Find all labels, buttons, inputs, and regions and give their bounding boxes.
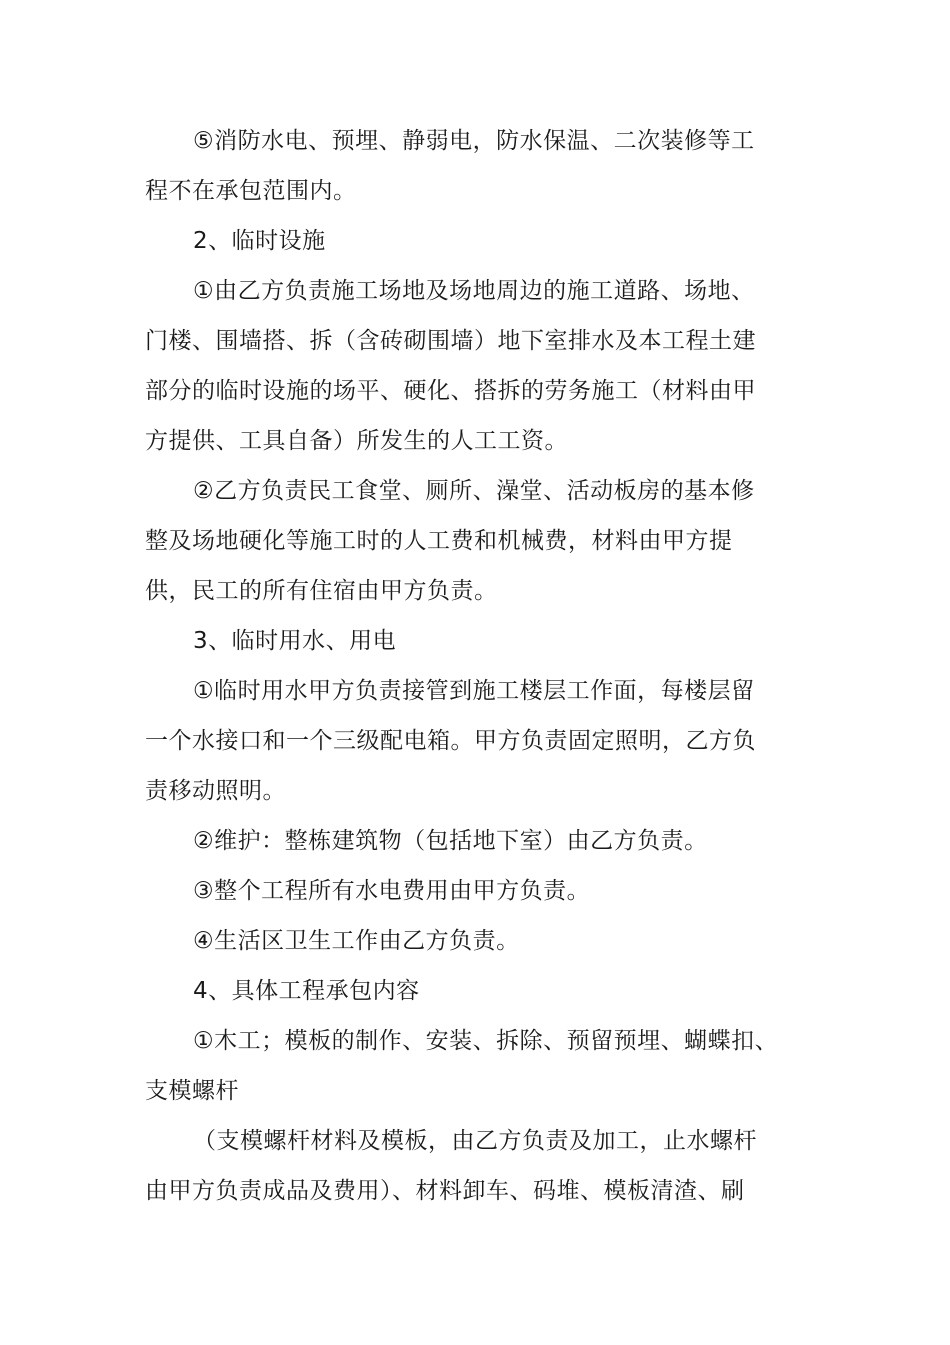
text-line: ①临时用水甲方负责接管到施工楼层工作面，每楼层留 <box>193 678 755 704</box>
text-line: 方提供、工具自备）所发生的人工工资。 <box>145 428 568 454</box>
text-line: 供，民工的所有住宿由甲方负责。 <box>145 578 498 604</box>
text-line: 责移动照明。 <box>145 778 286 804</box>
text-line: （支模螺杆材料及模板，由乙方负责及加工，止水螺杆 <box>193 1128 757 1154</box>
text-line: ④生活区卫生工作由乙方负责。 <box>193 928 520 954</box>
text-line: 整及场地硬化等施工时的人工费和机械费，材料由甲方提 <box>145 528 733 554</box>
text-line: ②乙方负责民工食堂、厕所、澡堂、活动板房的基本修 <box>193 478 755 504</box>
section-heading: 4、具体工程承包内容 <box>193 978 420 1004</box>
section-heading: 2、临时设施 <box>193 228 326 254</box>
text-line: ③整个工程所有水电费用由甲方负责。 <box>193 878 591 904</box>
text-line: 程不在承包范围内。 <box>145 178 357 204</box>
text-line: ⑤消防水电、预埋、静弱电，防水保温、二次装修等工 <box>193 128 755 154</box>
text-line: ②维护：整栋建筑物（包括地下室）由乙方负责。 <box>193 828 708 854</box>
text-line: 一个水接口和一个三级配电箱。甲方负责固定照明，乙方负 <box>145 728 756 754</box>
text-line: ①木工；模板的制作、安装、拆除、预留预埋、蝴蝶扣、 <box>193 1028 779 1054</box>
text-line: 部分的临时设施的场平、硬化、搭拆的劳务施工（材料由甲 <box>145 378 756 404</box>
section-heading: 3、临时用水、用电 <box>193 628 397 654</box>
text-line: ①由乙方负责施工场地及场地周边的施工道路、场地、 <box>193 278 755 304</box>
text-line: 支模螺杆 <box>145 1078 239 1104</box>
text-line: 门楼、围墙搭、拆（含砖砌围墙）地下室排水及本工程土建 <box>145 328 756 354</box>
text-line: 由甲方负责成品及费用）、材料卸车、码堆、模板清渣、刷 <box>145 1178 745 1204</box>
